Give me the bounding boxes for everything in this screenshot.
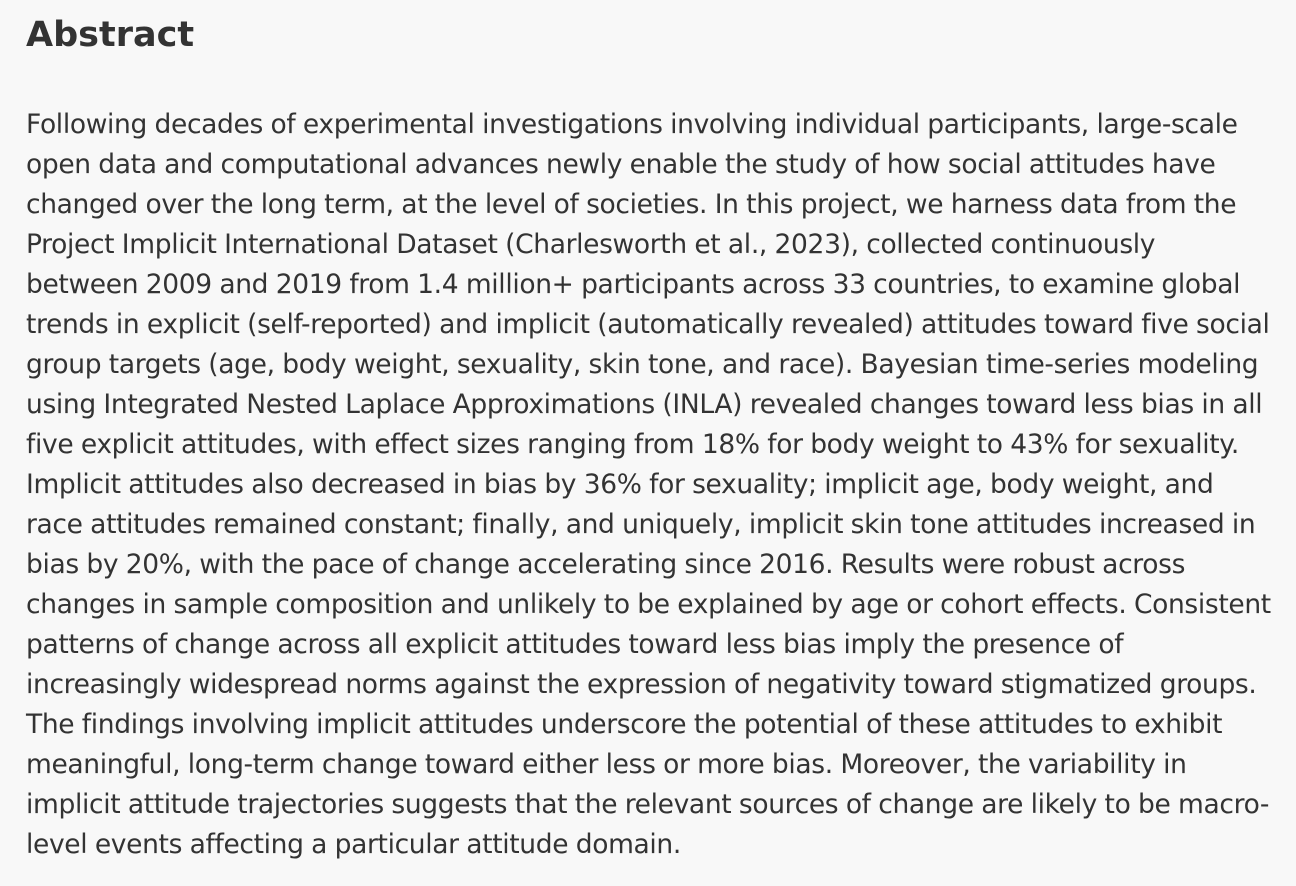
abstract-heading: Abstract [26,15,195,55]
abstract-body: Following decades of experimental investigations involving individual participants, large-scale open data and computational advances newly enable the study of how social attitudes have changed over the long term, at the level of societies. In this project, we harness data from the Project Implicit International Dataset (Charlesworth et al., 2023), collected continuously between 2009 and 2019 from 1.4 million+ participants across 33 countries, to examine global trends in explicit (self-reported) and implicit (automatically revealed) attitudes toward five social group targets (age, body weight, sexuality, skin tone, and race). Bayesian time-series modeling using Integrated Nested Laplace Approximations (INLA) revealed changes toward less bias in all five explicit attitudes, with effect sizes ranging from 18% for body weight to 43% for sexuality. Implicit attitudes also decreased in bias by 36% for sexuality; implicit age, body weight, and race attitudes remained constant; finally, and uniquely, implicit skin tone attitudes increased in bias by 20%, with the pace of change accelerating since 2016. Results were robust across changes in sample composition and unlikely to be explained by age or cohort effects. Consistent patterns of change across all explicit attitudes toward less bias imply the presence of increasingly widespread norms against the expression of negativity toward stigmatized groups. The findings involving implicit attitudes underscore the potential of these attitudes to exhibit meaningful, long-term change toward either less or more bias. Moreover, the variability in implicit attitude trajectories suggests that the relevant sources of change are likely to be macro-level events affecting a particular attitude domain. [26,109,1271,860]
